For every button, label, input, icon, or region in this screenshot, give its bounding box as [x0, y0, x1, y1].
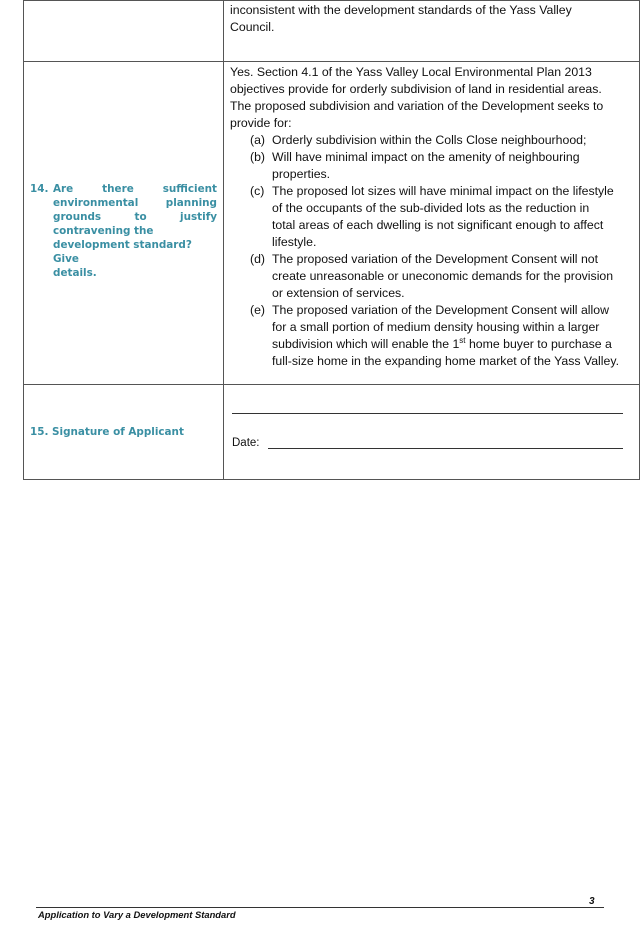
question-14-label-cell: [24, 62, 224, 385]
list-line: for a small portion of medium density housing within a larger: [272, 320, 600, 334]
text-run: home buyer to purchase a: [465, 337, 612, 351]
question-14-row: [24, 62, 640, 385]
list-item: [250, 149, 635, 183]
form-table: [23, 0, 640, 480]
answer-line: provide for:: [230, 116, 292, 130]
list-marker: (e): [250, 303, 266, 317]
label-word: planning: [165, 197, 217, 209]
ordinal-suffix: st: [459, 335, 466, 345]
list-line: Will have minimal impact on the amenity of neighbouring: [272, 150, 580, 164]
label-word: Are: [53, 183, 74, 195]
list-item: [250, 183, 635, 251]
list-item: [250, 132, 635, 149]
label-line: contravening the: [53, 225, 154, 237]
question-14-answer: [224, 62, 639, 372]
list-line: lifestyle.: [272, 235, 317, 249]
list-line: of the occupants of the sub-divided lots as the reduction in: [272, 201, 590, 215]
date-line[interactable]: [268, 437, 624, 449]
date-label: Date:: [232, 437, 260, 449]
list-marker: (a): [250, 133, 266, 147]
previous-question-row: [24, 1, 640, 62]
list-line: properties.: [272, 167, 331, 181]
question-15-label-cell: [24, 385, 224, 480]
label-line: details.: [53, 267, 97, 279]
previous-question-answer-cell: [224, 1, 640, 62]
question-14-label: [24, 182, 223, 280]
list-line: The proposed variation of the Development Consent will allow: [272, 303, 609, 317]
answer-line: Yes. Section 4.1 of the Yass Valley Local Environmental Plan 2013: [230, 65, 592, 79]
label-line: [53, 182, 217, 196]
answer-list: [230, 132, 635, 370]
footer-divider: [36, 907, 604, 908]
label-word: environmental: [53, 197, 139, 209]
question-15-label: 15. Signature of Applicant: [30, 426, 184, 438]
list-line: Orderly subdivision within the Colls Close neighbourhood;: [272, 133, 587, 147]
footer-document-title: Application to Vary a Development Standard: [38, 909, 236, 920]
label-word: justify: [180, 211, 217, 223]
label-word: to: [134, 211, 147, 223]
page-number: 3: [589, 896, 595, 907]
label-word: sufficient: [162, 183, 217, 195]
list-marker: (b): [250, 150, 266, 164]
signature-area: [224, 385, 639, 479]
label-word: there: [102, 183, 134, 195]
question-15-answer-cell: [224, 385, 640, 480]
list-line: create unreasonable or uneconomic demands for the provision: [272, 269, 614, 283]
answer-line: objectives provide for orderly subdivision of land in residential areas.: [230, 82, 602, 96]
list-item: [250, 302, 635, 370]
answer-line: The proposed subdivision and variation of the Development seeks to: [230, 99, 604, 113]
list-item: [250, 251, 635, 302]
list-line: [272, 336, 635, 353]
previous-question-label-cell: [24, 1, 224, 62]
question-number: 14.: [30, 183, 49, 195]
label-line: [53, 196, 217, 210]
list-line: full-size home in the expanding home market of the Yass Valley.: [272, 354, 620, 368]
list-line: The proposed variation of the Development Consent will not: [272, 252, 599, 266]
list-line: or extension of services.: [272, 286, 405, 300]
question-15-row: [24, 385, 640, 480]
label-word: grounds: [53, 211, 102, 223]
text-run: subdivision which will enable the 1: [272, 337, 460, 351]
answer-line: inconsistent with the development standards of the Yass Valley: [230, 3, 572, 17]
label-line: [53, 210, 217, 224]
list-line: total areas of each dwelling is not significant enough to affect: [272, 218, 604, 232]
list-line: The proposed lot sizes will have minimal impact on the lifestyle: [272, 184, 614, 198]
signature-line[interactable]: [232, 413, 623, 414]
question-14-answer-cell: [224, 62, 640, 385]
date-row: [232, 437, 623, 449]
list-marker: (d): [250, 252, 266, 266]
answer-line: Council.: [230, 20, 275, 34]
label-line: development standard? Give: [53, 239, 192, 265]
list-marker: (c): [250, 184, 265, 198]
